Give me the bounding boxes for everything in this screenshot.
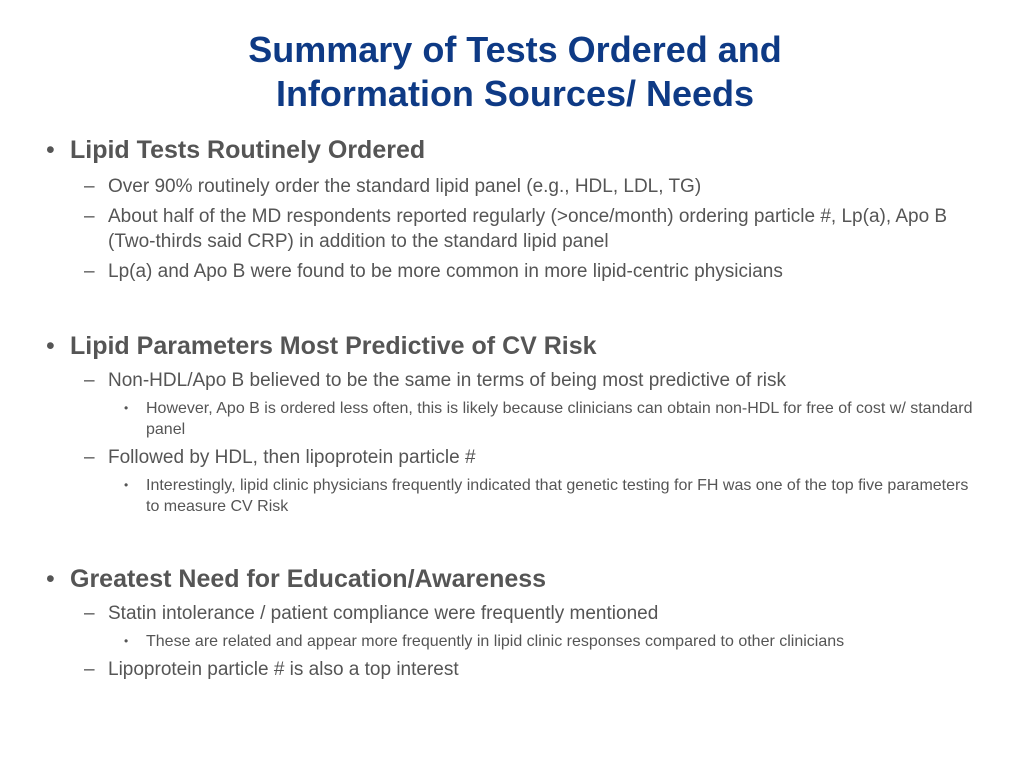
- section-heading-text: Lipid Tests Routinely Ordered: [70, 136, 426, 164]
- list-item: [40, 259, 980, 284]
- title-line-2: Information Sources/ Needs: [275, 73, 755, 114]
- bullet-marker: •: [124, 478, 129, 492]
- list-item: [40, 174, 980, 199]
- sub-list-item: [40, 398, 980, 440]
- bullet-list: [40, 134, 980, 682]
- list-item-text: Non-HDL/Apo B believed to be the same in terms of being most predictive of risk: [108, 370, 786, 391]
- list-item-text: Lipoprotein particle # is also a top interest: [108, 659, 459, 680]
- sub-list-item-text: Interestingly, lipid clinic physicians frequently indicated that genetic testing for FH was one of the top five parameters to measure CV Risk: [146, 477, 969, 515]
- list-item-text: Statin intolerance / patient compliance were frequently mentioned: [108, 603, 659, 624]
- bullet-marker: •: [46, 332, 55, 360]
- dash-marker: –: [84, 603, 95, 624]
- dash-marker: –: [84, 206, 95, 227]
- dash-marker: –: [84, 447, 95, 468]
- page-title: [100, 28, 930, 116]
- dash-marker: –: [84, 659, 95, 680]
- sub-list-item: [40, 475, 980, 517]
- sub-list-item: [40, 631, 980, 652]
- list-item: [40, 204, 980, 254]
- list-item: [40, 445, 980, 470]
- list-item-text: Over 90% routinely order the standard lipid panel (e.g., HDL, LDL, TG): [108, 176, 702, 197]
- section-heading-text: Lipid Parameters Most Predictive of CV Risk: [70, 332, 597, 360]
- list-item-text: Followed by HDL, then lipoprotein particle #: [108, 447, 476, 468]
- sub-list-item-text: These are related and appear more frequently in lipid clinic responses compared to other clinicians: [146, 633, 845, 650]
- list-item-text: Lp(a) and Apo B were found to be more common in more lipid-centric physicians: [108, 261, 783, 282]
- list-item: [40, 368, 980, 393]
- sub-list-item-text: However, Apo B is ordered less often, this is likely because clinicians can obtain non-HDL for free of cost w/ standard panel: [146, 400, 973, 438]
- section-heading-lipid-parameters: [40, 330, 980, 362]
- bullet-marker: •: [46, 136, 55, 164]
- bullet-marker: •: [124, 401, 129, 415]
- title-line-1: Summary of Tests Ordered and: [248, 29, 782, 70]
- bullet-marker: •: [124, 634, 129, 648]
- dash-marker: –: [84, 176, 95, 197]
- dash-marker: –: [84, 370, 95, 391]
- list-item-text: About half of the MD respondents reported regularly (>once/month) ordering particle #, Lp(a), Apo B (Two-thirds said CRP) in addition to the standard lipid panel: [108, 206, 948, 252]
- dash-marker: –: [84, 261, 95, 282]
- list-item: [40, 657, 980, 682]
- section-heading-text: Greatest Need for Education/Awareness: [70, 565, 547, 593]
- list-item: [40, 601, 980, 626]
- section-heading-education: [40, 563, 980, 595]
- bullet-marker: •: [46, 565, 55, 593]
- section-heading-lipid-tests: [40, 134, 980, 166]
